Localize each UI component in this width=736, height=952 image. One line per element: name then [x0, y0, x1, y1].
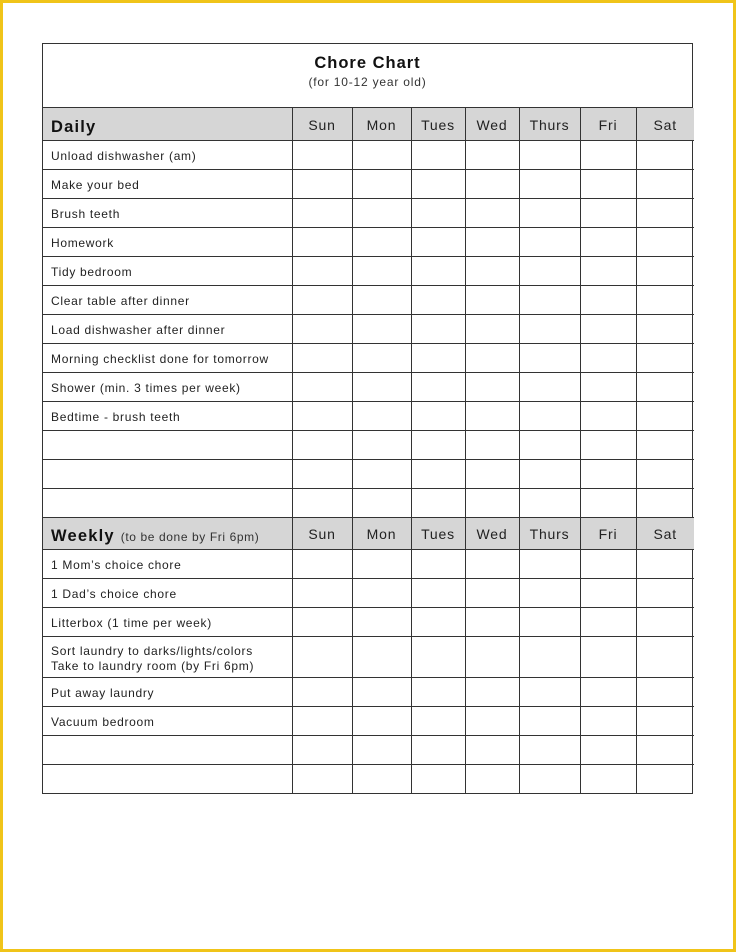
- chore-label-line: Homework: [51, 236, 114, 250]
- checkbox-cell[interactable]: [352, 343, 411, 372]
- checkbox-cell[interactable]: [352, 256, 411, 285]
- checkbox-cell[interactable]: [411, 459, 465, 488]
- checkbox-cell[interactable]: [292, 198, 352, 227]
- checkbox-cell[interactable]: [519, 607, 580, 636]
- checkbox-cell[interactable]: [292, 285, 352, 314]
- weekly-note: (to be done by Fri 6pm): [120, 529, 260, 544]
- checkbox-cell[interactable]: [636, 764, 694, 793]
- checkbox-cell[interactable]: [352, 227, 411, 256]
- checkbox-cell[interactable]: [352, 735, 411, 764]
- table-row: [43, 343, 694, 372]
- checkbox-cell[interactable]: [636, 285, 694, 314]
- weekly-header-row: [43, 517, 694, 549]
- checkbox-cell[interactable]: [411, 764, 465, 793]
- checkbox-cell[interactable]: [465, 459, 519, 488]
- chore-label: [43, 343, 292, 372]
- table-row: [43, 314, 694, 343]
- checkbox-cell[interactable]: [636, 227, 694, 256]
- checkbox-cell[interactable]: [465, 430, 519, 459]
- chore-label-line: Unload dishwasher (am): [51, 149, 197, 163]
- checkbox-cell[interactable]: [580, 227, 636, 256]
- chore-label: [43, 459, 292, 488]
- checkbox-cell[interactable]: [580, 549, 636, 578]
- table-row: [43, 764, 694, 793]
- checkbox-cell[interactable]: [411, 372, 465, 401]
- chore-label: [43, 549, 292, 578]
- checkbox-cell[interactable]: [411, 607, 465, 636]
- checkbox-cell[interactable]: [352, 459, 411, 488]
- checkbox-cell[interactable]: [636, 549, 694, 578]
- chore-label: [43, 227, 292, 256]
- table-row: [43, 256, 694, 285]
- checkbox-cell[interactable]: [580, 372, 636, 401]
- checkbox-cell[interactable]: [292, 636, 352, 677]
- daily-heading: [43, 108, 292, 140]
- weekly-heading: [43, 517, 292, 549]
- chore-label-line: Bedtime - brush teeth: [51, 410, 181, 424]
- daily-day-header: Fri: [580, 108, 636, 140]
- table-row: [43, 372, 694, 401]
- checkbox-cell[interactable]: [352, 401, 411, 430]
- daily-day-header: Wed: [465, 108, 519, 140]
- chore-label-line: Litterbox (1 time per week): [51, 616, 212, 630]
- checkbox-cell[interactable]: [352, 285, 411, 314]
- checkbox-cell[interactable]: [465, 636, 519, 677]
- chore-label: [43, 314, 292, 343]
- weekly-day-header: Thurs: [519, 517, 580, 549]
- chore-label: [43, 285, 292, 314]
- checkbox-cell[interactable]: [352, 488, 411, 517]
- checkbox-cell[interactable]: [580, 488, 636, 517]
- checkbox-cell[interactable]: [352, 314, 411, 343]
- checkbox-cell[interactable]: [411, 549, 465, 578]
- daily-day-header: Mon: [352, 108, 411, 140]
- table-row: [43, 549, 694, 578]
- table-row: [43, 578, 694, 607]
- chore-label: [43, 607, 292, 636]
- checkbox-cell[interactable]: [292, 488, 352, 517]
- checkbox-cell[interactable]: [519, 169, 580, 198]
- checkbox-cell[interactable]: [411, 256, 465, 285]
- checkbox-cell[interactable]: [465, 198, 519, 227]
- chore-label: [43, 256, 292, 285]
- checkbox-cell[interactable]: [411, 430, 465, 459]
- checkbox-cell[interactable]: [636, 198, 694, 227]
- checkbox-cell[interactable]: [465, 706, 519, 735]
- checkbox-cell[interactable]: [636, 401, 694, 430]
- checkbox-cell[interactable]: [580, 459, 636, 488]
- chore-label: [43, 706, 292, 735]
- checkbox-cell[interactable]: [636, 169, 694, 198]
- daily-header-row: [43, 108, 694, 140]
- table-row: [43, 227, 694, 256]
- checkbox-cell[interactable]: [352, 677, 411, 706]
- table-row: [43, 430, 694, 459]
- chore-label-line: Clear table after dinner: [51, 294, 190, 308]
- weekly-day-header: Sat: [636, 517, 694, 549]
- table-row: [43, 735, 694, 764]
- chore-label-line: Make your bed: [51, 178, 140, 192]
- checkbox-cell[interactable]: [292, 677, 352, 706]
- checkbox-cell[interactable]: [519, 764, 580, 793]
- table-row: [43, 198, 694, 227]
- checkbox-cell[interactable]: [292, 607, 352, 636]
- chore-chart-sheet: [42, 43, 693, 794]
- chore-label-line: Vacuum bedroom: [51, 715, 155, 729]
- checkbox-cell[interactable]: [636, 636, 694, 677]
- checkbox-cell[interactable]: [411, 227, 465, 256]
- checkbox-cell[interactable]: [465, 227, 519, 256]
- checkbox-cell[interactable]: [580, 256, 636, 285]
- checkbox-cell[interactable]: [636, 140, 694, 169]
- checkbox-cell[interactable]: [519, 488, 580, 517]
- checkbox-cell[interactable]: [352, 549, 411, 578]
- checkbox-cell[interactable]: [292, 735, 352, 764]
- checkbox-cell[interactable]: [580, 285, 636, 314]
- checkbox-cell[interactable]: [636, 343, 694, 372]
- checkbox-cell[interactable]: [580, 430, 636, 459]
- daily-day-header: Thurs: [519, 108, 580, 140]
- checkbox-cell[interactable]: [465, 256, 519, 285]
- checkbox-cell[interactable]: [292, 430, 352, 459]
- weekly-day-header: Sun: [292, 517, 352, 549]
- checkbox-cell[interactable]: [636, 459, 694, 488]
- checkbox-cell[interactable]: [519, 256, 580, 285]
- checkbox-cell[interactable]: [411, 706, 465, 735]
- checkbox-cell[interactable]: [636, 607, 694, 636]
- checkbox-cell[interactable]: [411, 578, 465, 607]
- checkbox-cell[interactable]: [519, 677, 580, 706]
- chore-label: [43, 140, 292, 169]
- checkbox-cell[interactable]: [411, 140, 465, 169]
- checkbox-cell[interactable]: [352, 372, 411, 401]
- chore-table: [43, 108, 694, 793]
- checkbox-cell[interactable]: [465, 735, 519, 764]
- checkbox-cell[interactable]: [465, 169, 519, 198]
- chore-label-line: Take to laundry room (by Fri 6pm): [51, 658, 255, 673]
- checkbox-cell[interactable]: [519, 430, 580, 459]
- checkbox-cell[interactable]: [411, 488, 465, 517]
- checkbox-cell[interactable]: [636, 706, 694, 735]
- checkbox-cell[interactable]: [411, 343, 465, 372]
- checkbox-cell[interactable]: [352, 607, 411, 636]
- chore-label: [43, 372, 292, 401]
- checkbox-cell[interactable]: [411, 636, 465, 677]
- checkbox-cell[interactable]: [292, 169, 352, 198]
- checkbox-cell[interactable]: [292, 227, 352, 256]
- checkbox-cell[interactable]: [519, 735, 580, 764]
- checkbox-cell[interactable]: [519, 372, 580, 401]
- checkbox-cell[interactable]: [519, 140, 580, 169]
- checkbox-cell[interactable]: [465, 314, 519, 343]
- table-row: [43, 401, 694, 430]
- checkbox-cell[interactable]: [580, 401, 636, 430]
- table-row: [43, 285, 694, 314]
- checkbox-cell[interactable]: [411, 285, 465, 314]
- checkbox-cell[interactable]: [292, 549, 352, 578]
- checkbox-cell[interactable]: [636, 372, 694, 401]
- chore-label: [43, 198, 292, 227]
- checkbox-cell[interactable]: [519, 343, 580, 372]
- chore-label-line: Brush teeth: [51, 207, 121, 221]
- checkbox-cell[interactable]: [352, 430, 411, 459]
- checkbox-cell[interactable]: [352, 578, 411, 607]
- table-row: [43, 607, 694, 636]
- checkbox-cell[interactable]: [580, 607, 636, 636]
- table-row: [43, 488, 694, 517]
- daily-day-header: Tues: [411, 108, 465, 140]
- checkbox-cell[interactable]: [292, 764, 352, 793]
- checkbox-cell[interactable]: [292, 343, 352, 372]
- checkbox-cell[interactable]: [411, 314, 465, 343]
- checkbox-cell[interactable]: [465, 140, 519, 169]
- checkbox-cell[interactable]: [411, 198, 465, 227]
- checkbox-cell[interactable]: [292, 372, 352, 401]
- title-box: [43, 44, 692, 108]
- checkbox-cell[interactable]: [519, 636, 580, 677]
- table-row: [43, 677, 694, 706]
- checkbox-cell[interactable]: [352, 636, 411, 677]
- checkbox-cell[interactable]: [411, 677, 465, 706]
- checkbox-cell[interactable]: [352, 706, 411, 735]
- checkbox-cell[interactable]: [519, 706, 580, 735]
- checkbox-cell[interactable]: [292, 578, 352, 607]
- weekly-day-header: Fri: [580, 517, 636, 549]
- chore-label: [43, 488, 292, 517]
- table-row: [43, 140, 694, 169]
- checkbox-cell[interactable]: [636, 256, 694, 285]
- checkbox-cell[interactable]: [352, 140, 411, 169]
- checkbox-cell[interactable]: [580, 198, 636, 227]
- checkbox-cell[interactable]: [465, 488, 519, 517]
- checkbox-cell[interactable]: [580, 636, 636, 677]
- chore-label-line: Morning checklist done for tomorrow: [51, 352, 269, 366]
- chore-label-line: Load dishwasher after dinner: [51, 323, 226, 337]
- checkbox-cell[interactable]: [292, 706, 352, 735]
- daily-day-header: Sun: [292, 108, 352, 140]
- checkbox-cell[interactable]: [292, 401, 352, 430]
- checkbox-cell[interactable]: [636, 430, 694, 459]
- chore-label-line: Put away laundry: [51, 686, 155, 700]
- chore-label: [43, 735, 292, 764]
- checkbox-cell[interactable]: [636, 578, 694, 607]
- checkbox-cell[interactable]: [519, 459, 580, 488]
- checkbox-cell[interactable]: [465, 401, 519, 430]
- checkbox-cell[interactable]: [636, 735, 694, 764]
- weekly-day-header: Wed: [465, 517, 519, 549]
- checkbox-cell[interactable]: [465, 372, 519, 401]
- checkbox-cell[interactable]: [580, 169, 636, 198]
- checkbox-cell[interactable]: [292, 459, 352, 488]
- weekly-heading-text: Weekly: [51, 526, 115, 545]
- checkbox-cell[interactable]: [292, 314, 352, 343]
- chore-label: [43, 636, 292, 677]
- checkbox-cell[interactable]: [580, 764, 636, 793]
- checkbox-cell[interactable]: [292, 256, 352, 285]
- page-subtitle: (for 10-12 year old): [308, 75, 427, 89]
- chore-label-line: Shower (min. 3 times per week): [51, 381, 241, 395]
- checkbox-cell[interactable]: [519, 227, 580, 256]
- daily-heading-text: Daily: [51, 117, 97, 136]
- checkbox-cell[interactable]: [465, 549, 519, 578]
- checkbox-cell[interactable]: [352, 169, 411, 198]
- checkbox-cell[interactable]: [580, 706, 636, 735]
- chore-label: [43, 401, 292, 430]
- checkbox-cell[interactable]: [465, 343, 519, 372]
- checkbox-cell[interactable]: [292, 140, 352, 169]
- checkbox-cell[interactable]: [636, 677, 694, 706]
- checkbox-cell[interactable]: [580, 314, 636, 343]
- checkbox-cell[interactable]: [465, 285, 519, 314]
- chore-label: [43, 764, 292, 793]
- checkbox-cell[interactable]: [519, 578, 580, 607]
- checkbox-cell[interactable]: [580, 343, 636, 372]
- checkbox-cell[interactable]: [580, 735, 636, 764]
- checkbox-cell[interactable]: [411, 169, 465, 198]
- chore-label-line: 1 Mom’s choice chore: [51, 558, 182, 572]
- weekly-day-header: Mon: [352, 517, 411, 549]
- page-title: Chore Chart: [314, 54, 421, 72]
- checkbox-cell[interactable]: [519, 401, 580, 430]
- weekly-day-header: Tues: [411, 517, 465, 549]
- checkbox-cell[interactable]: [519, 314, 580, 343]
- checkbox-cell[interactable]: [411, 735, 465, 764]
- table-row: [43, 169, 694, 198]
- checkbox-cell[interactable]: [580, 140, 636, 169]
- chore-label-line: 1 Dad’s choice chore: [51, 587, 177, 601]
- daily-day-header: Sat: [636, 108, 694, 140]
- checkbox-cell[interactable]: [519, 285, 580, 314]
- checkbox-cell[interactable]: [580, 578, 636, 607]
- checkbox-cell[interactable]: [636, 314, 694, 343]
- checkbox-cell[interactable]: [519, 198, 580, 227]
- checkbox-cell[interactable]: [352, 764, 411, 793]
- checkbox-cell[interactable]: [465, 677, 519, 706]
- checkbox-cell[interactable]: [411, 401, 465, 430]
- chore-label: [43, 677, 292, 706]
- chore-label: [43, 578, 292, 607]
- chore-label: [43, 169, 292, 198]
- checkbox-cell[interactable]: [465, 607, 519, 636]
- checkbox-cell[interactable]: [465, 578, 519, 607]
- checkbox-cell[interactable]: [519, 549, 580, 578]
- table-row: [43, 459, 694, 488]
- checkbox-cell[interactable]: [636, 488, 694, 517]
- checkbox-cell[interactable]: [580, 677, 636, 706]
- table-row: [43, 636, 694, 677]
- checkbox-cell[interactable]: [352, 198, 411, 227]
- table-row: [43, 706, 694, 735]
- chore-label: [43, 430, 292, 459]
- checkbox-cell[interactable]: [465, 764, 519, 793]
- chore-label-line: Tidy bedroom: [51, 265, 133, 279]
- chore-label-line: Sort laundry to darks/lights/colors: [51, 643, 253, 658]
